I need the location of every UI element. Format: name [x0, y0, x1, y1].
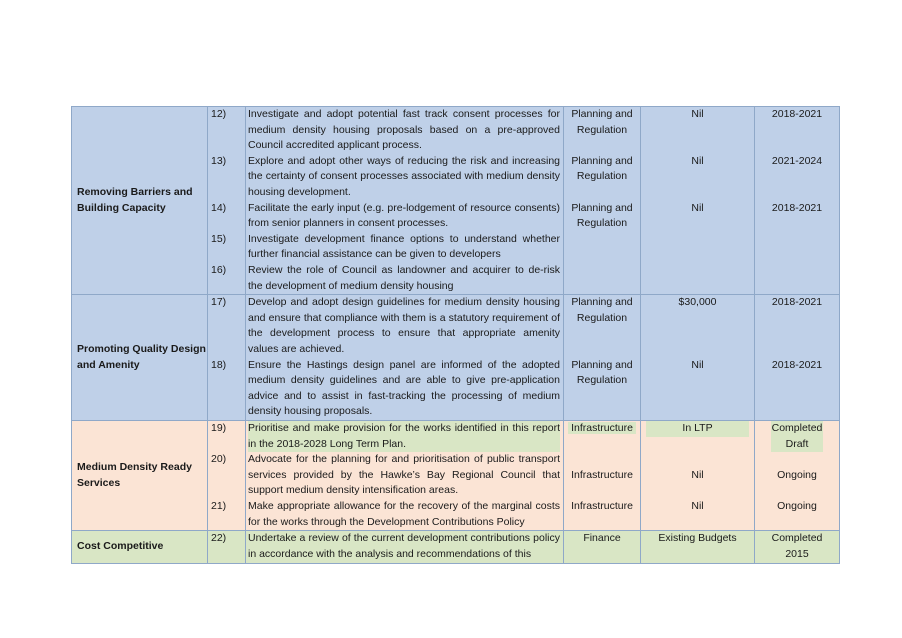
item-number: 18) — [211, 358, 227, 371]
timeframe-cell — [755, 531, 840, 564]
item-numbers — [208, 531, 246, 564]
responsibility-cell — [564, 420, 641, 530]
item-number: 15) — [211, 232, 227, 245]
responsibility-cell — [564, 531, 641, 564]
item-number: 21) — [211, 499, 227, 512]
cost: Nil — [691, 108, 704, 120]
item-numbers — [208, 295, 246, 421]
action-description: Investigate and adopt potential fast track consent processes for medium density housing proposals based on a pre-approved Council accredited applicant process. — [248, 108, 560, 152]
timeframe-cell — [755, 420, 840, 530]
item-number: 14) — [211, 201, 227, 214]
theme-label: Medium Density Ready Services — [72, 420, 208, 530]
action-description: Review the role of Council as landowner and acquirer to de-risk the development of medium density housing — [248, 263, 560, 292]
timeframe: Ongoing — [777, 499, 817, 512]
action-description: Undertake a review of the current development contributions policy in accordance with the analysis and recommendations of this — [248, 532, 560, 560]
item-number: 19) — [211, 421, 227, 434]
cost-cell — [641, 531, 755, 564]
timeframe: Completed Draft — [771, 421, 823, 452]
responsibility: Planning and Regulation — [571, 296, 633, 324]
timeframe: 2018-2021 — [771, 296, 823, 309]
timeframe-cell — [755, 295, 840, 421]
timeframe-cell — [755, 107, 840, 295]
theme-label: Promoting Quality Design and Amenity — [72, 295, 208, 421]
item-number: 13) — [211, 154, 227, 167]
responsibility: Infrastructure — [571, 468, 633, 481]
item-numbers — [208, 107, 246, 295]
responsibility: Infrastructure — [568, 422, 636, 434]
responsibility-cell — [564, 295, 641, 421]
responsibility: Planning and Regulation — [571, 201, 633, 230]
item-number: 12) — [211, 108, 227, 120]
action-description: Explore and adopt other ways of reducing the risk and increasing the certainty of consent processes associated with medium density housing development. — [248, 154, 560, 198]
action-description: Ensure the Hastings design panel are informed of the adopted medium density guidelines and are able to give pre-application advice and to assist in fast-tracking the processing of medium density housing proposals. — [248, 358, 560, 418]
action-description: Advocate for the planning for and prioritisation of public transport services provided by the Hawke’s Bay Regional Council that support medium density intensification areas. — [248, 453, 560, 497]
item-descriptions — [246, 420, 564, 530]
theme-row-removing-barriers — [72, 107, 840, 295]
item-number: 20) — [211, 453, 227, 466]
responsibility: Infrastructure — [571, 499, 633, 512]
theme-row-medium-density-services — [72, 420, 840, 530]
action-description: Develop and adopt design guidelines for medium density housing and ensure that compliance with them is a statutory requirement of the development process to ensure that appropriate amenity values are achieved. — [248, 296, 560, 355]
timeframe: 2018-2021 — [771, 358, 823, 371]
theme-label: Removing Barriers and Building Capacity — [72, 107, 208, 295]
item-descriptions — [246, 295, 564, 421]
item-number: 17) — [211, 296, 227, 309]
action-description: Investigate development finance options to understand whether further financial assistance can be given to developers — [248, 232, 560, 261]
responsibility: Planning and Regulation — [571, 358, 633, 387]
responsibility-cell — [564, 107, 641, 295]
cost: Nil — [691, 358, 704, 371]
timeframe: Ongoing — [777, 468, 817, 481]
theme-row-quality-design — [72, 295, 840, 421]
item-descriptions — [246, 107, 564, 295]
responsibility: Finance — [583, 532, 621, 545]
action-plan-table — [71, 106, 840, 564]
action-description: Prioritise and make provision for the works identified in this report in the 2018-2028 Long Term Plan. — [248, 421, 560, 452]
cost-cell — [641, 295, 755, 421]
timeframe: Completed 2015 — [771, 532, 823, 560]
cost: Nil — [691, 499, 704, 512]
cost-cell — [641, 107, 755, 295]
cost: $30,000 — [678, 296, 717, 309]
responsibility: Planning and Regulation — [571, 154, 633, 183]
action-description: Facilitate the early input (e.g. pre-lodgement of resource consents) from senior planners in consent processes. — [248, 201, 560, 230]
timeframe: 2018-2021 — [771, 201, 823, 214]
cost: Existing Budgets — [658, 532, 737, 545]
responsibility: Planning and Regulation — [571, 108, 633, 136]
item-number: 22) — [211, 532, 227, 545]
cost-cell — [641, 420, 755, 530]
timeframe: 2021-2024 — [771, 154, 823, 167]
item-number: 16) — [211, 263, 227, 276]
item-descriptions — [246, 531, 564, 564]
theme-row-cost-competitive — [72, 531, 840, 564]
timeframe: 2018-2021 — [771, 108, 823, 120]
cost: Nil — [691, 201, 704, 214]
cost: Nil — [691, 154, 704, 167]
action-description: Make appropriate allowance for the recovery of the marginal costs for the works through the Development Contributions Policy — [248, 499, 560, 528]
cost: Nil — [691, 468, 704, 481]
item-numbers — [208, 420, 246, 530]
cost: In LTP — [646, 421, 749, 437]
theme-label: Cost Competitive — [72, 531, 208, 564]
